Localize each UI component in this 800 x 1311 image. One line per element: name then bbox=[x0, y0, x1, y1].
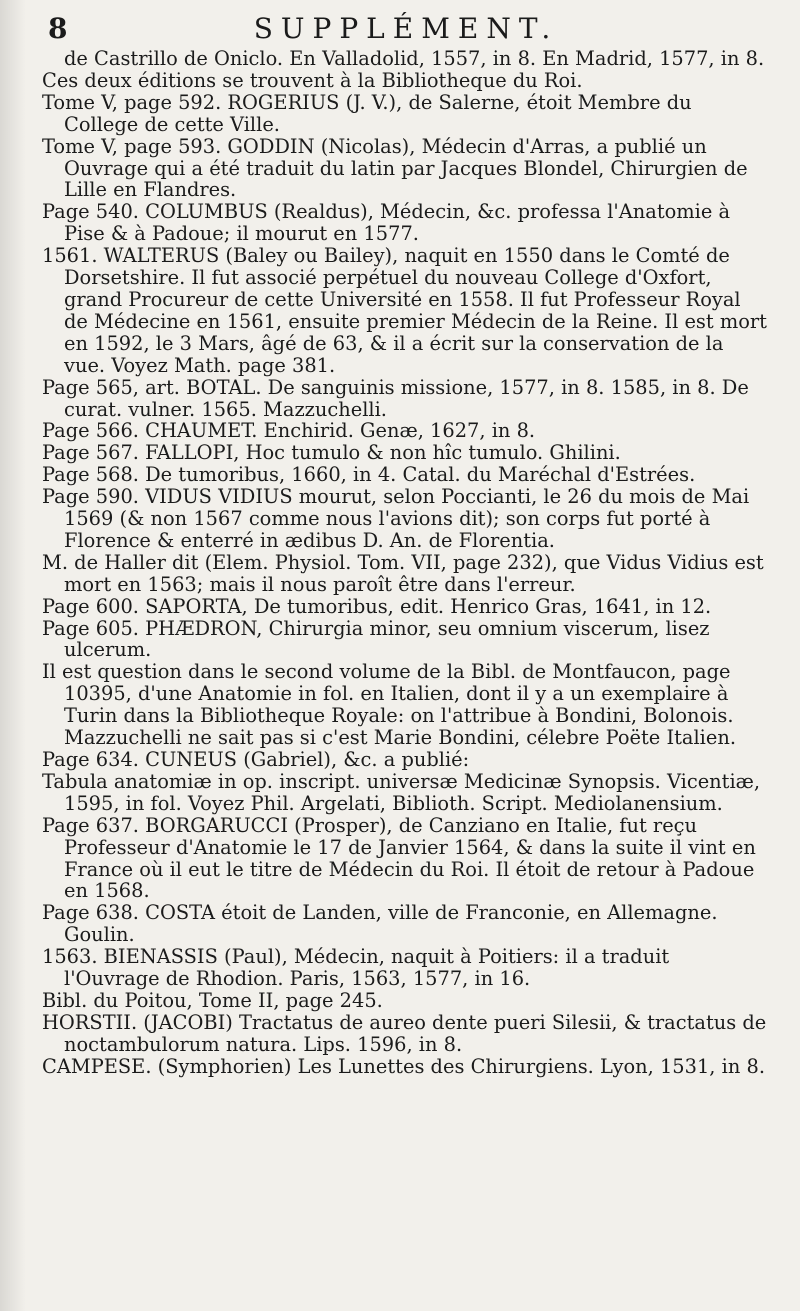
entry-paragraph: Tome V, page 592. ROGERIUS (J. V.), de Salerne, étoit Membre du College de cette Ville. bbox=[42, 90, 692, 136]
entry-paragraph: Page 568. De tumoribus, 1660, in 4. Catal. du Maréchal d'Estrées. bbox=[42, 463, 696, 487]
entry-paragraph: M. de Haller dit (Elem. Physiol. Tom. VII, page 232), que Vidus Vidius est mort en 1563; mais il nous paroît être dans l'erreur. bbox=[42, 550, 764, 596]
page-body bbox=[42, 48, 770, 1078]
entry-paragraph: Page 637. BORGARUCCI (Prosper), de Canziano en Italie, fut reçu Professeur d'Anatomie le 17 de Janvier 1564, & dans la suite il vint en France où il eut le titre de Médecin du Roi. Il étoit de retour à Padoue en 1568. bbox=[42, 813, 756, 903]
entry-paragraph: Page 590. VIDUS VIDIUS mourut, selon Poccianti, le 26 du mois de Mai 1569 (& non 1567 comme nous l'avions dit); son corps fut porté à Florence & enterré in ædibus D. An. de Florentia. bbox=[42, 485, 750, 552]
entry-paragraph: Page 638. COSTA étoit de Landen, ville de Franconie, en Allemagne. Goulin. bbox=[42, 901, 718, 947]
entry-paragraph: Page 634. CUNEUS (Gabriel), &c. a publié: bbox=[42, 748, 470, 771]
entry-paragraph: CAMPESE. (Symphorien) Les Lunettes des Chirurgiens. Lyon, 1531, in 8. bbox=[42, 1054, 765, 1078]
page-header bbox=[42, 8, 770, 48]
entry-paragraph: 1563. BIENASSIS (Paul), Médecin, naquit à Poitiers: il a traduit l'Ouvrage de Rhodion. Paris, 1563, 1577, in 16. bbox=[42, 945, 670, 991]
entry-paragraph: Bibl. du Poitou, Tome II, page 245. bbox=[42, 988, 383, 1012]
entry-paragraph: Ces deux éditions se trouvent à la Bibliotheque du Roi. bbox=[42, 68, 583, 92]
entry-continuation: de Castrillo de Oniclo. En Valladolid, 1557, in 8. En Madrid, 1577, in 8. bbox=[64, 47, 765, 70]
entry-paragraph: HORSTII. (JACOBI) Tractatus de aureo dente pueri Silesii, & tractatus de noctambulorum natura. Lips. 1596, in 8. bbox=[42, 1010, 767, 1056]
entry-paragraph: Page 540. COLUMBUS (Realdus), Médecin, &c. professa l'Anatomie à Pise & à Padoue; il mourut en 1577. bbox=[42, 200, 731, 246]
entry-paragraph: Tome V, page 593. GODDIN (Nicolas), Médecin d'Arras, a publié un Ouvrage qui a été traduit du latin par Jacques Blondel, Chirurgien de Lille en Flandres. bbox=[42, 134, 748, 202]
entry-paragraph: Tabula anatomiæ in op. inscript. universæ Medicinæ Synopsis. Vicentiæ, 1595, in fol. Voyez Phil. Argelati, Biblioth. Script. Mediolanensium. bbox=[42, 769, 761, 815]
entry-paragraph: Page 605. PHÆDRON, Chirurgia minor, seu omnium viscerum, lisez ulcerum. bbox=[42, 616, 710, 662]
running-title: SUPPLÉMENT. bbox=[253, 12, 559, 45]
entry-paragraph: Page 565, art. BOTAL. De sanguinis missione, 1577, in 8. 1585, in 8. De curat. vulner. 1565. Mazzuchelli. bbox=[42, 375, 749, 421]
page-number: 8 bbox=[48, 12, 68, 45]
entry-paragraph: Il est question dans le second volume de la Bibl. de Montfaucon, page 10395, d'une Anatomie in fol. en Italien, dont il y a un exemplaire à Turin dans la Bibliotheque Royale: on l'attribue à Bondini, Bolonois. Mazzuchelli ne sait pas si c'est Marie Bondini, célebre Poëte Italien. bbox=[42, 660, 736, 750]
entry-paragraph: Page 600. SAPORTA, De tumoribus, edit. Henrico Gras, 1641, in 12. bbox=[42, 594, 712, 618]
entry-paragraph: Page 566. CHAUMET. Enchirid. Genæ, 1627, in 8. bbox=[42, 419, 536, 443]
entry-paragraph: 1561. WALTERUS (Baley ou Bailey), naquit en 1550 dans le Comté de Dorsetshire. Il fut associé perpétuel du nouveau College d'Oxfort, grand Procureur de cette Université en 1558. Il fut Professeur Royal de Médecine en 1561, ensuite premier Médecin de la Reine. Il est mort en 1592, le 3 Mars, âgé de 63, & il a écrit sur la conservation de la vue. Voyez Math. page 381. bbox=[42, 244, 767, 377]
entry-paragraph: Page 567. FALLOPI, Hoc tumulo & non hîc tumulo. Ghilini. bbox=[42, 441, 621, 465]
